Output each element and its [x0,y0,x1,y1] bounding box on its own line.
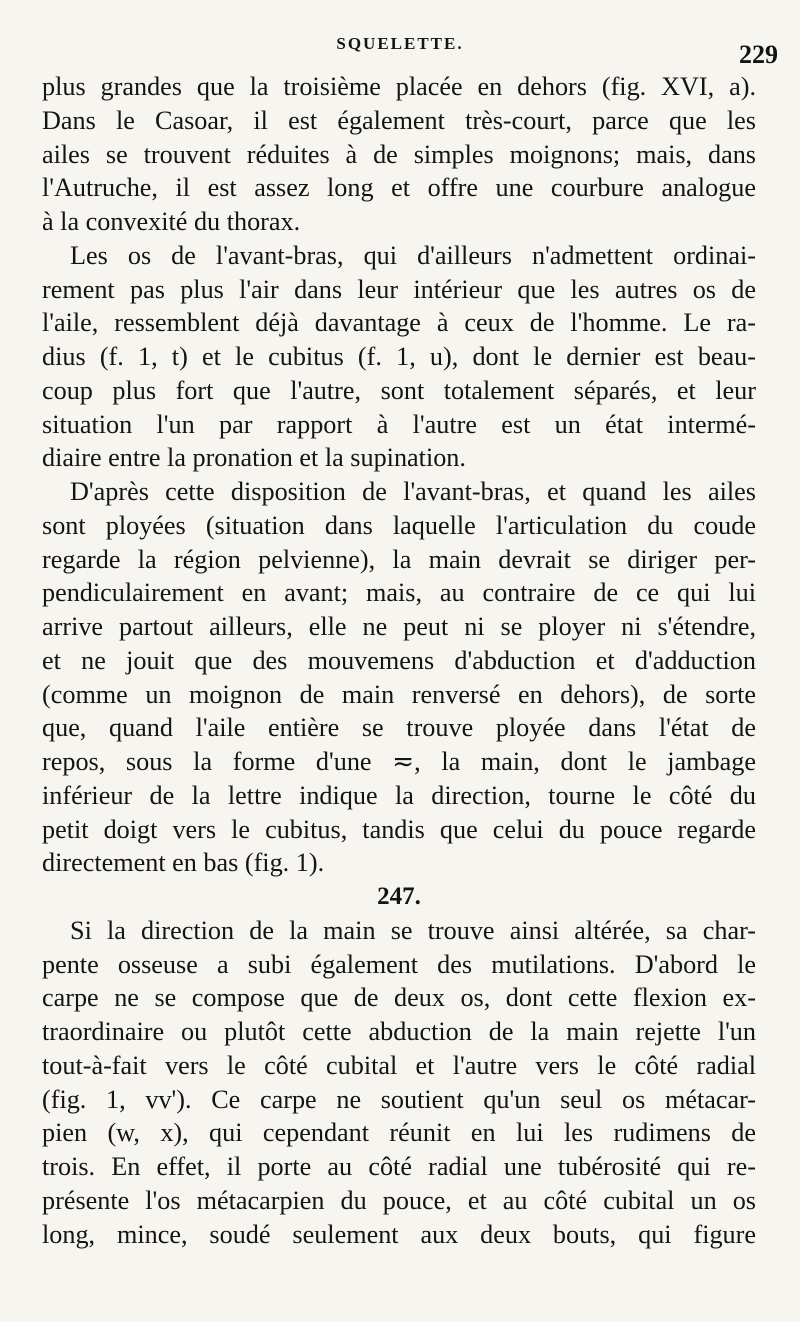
text-line: pien (w, x), qui cependant réunit en lui les rudimens de [42,1118,756,1148]
text-line: Si la direction de la main se trouve ainsi altérée, sa char- [70,915,756,945]
paragraph [42,70,756,239]
text-line: petit doigt vers le cubitus, tandis que celui du pouce regarde [42,814,756,844]
text-line: pente osseuse a subi également des mutilations. D'abord le [42,949,756,979]
text-line: rement pas plus l'air dans leur intérieur que les autres os de [42,274,756,304]
text-line: que, quand l'aile entière se trouve ployée dans l'état de [42,713,756,743]
text-line: dius (f. 1, t) et le cubitus (f. 1, u), dont le dernier est beau- [42,342,756,371]
body-text [42,70,756,1251]
paragraph [42,914,756,1252]
text-line: D'après cette disposition de l'avant-bras, et quand les ailes [70,477,756,506]
text-line: présente l'os métacarpien du pouce, et au côté cubital un os [42,1185,756,1215]
text-line: l'aile, ressemblent déjà davantage à ceux de l'homme. Le ra- [42,308,756,338]
text-line: sont ployées (situation dans laquelle l'articulation du coude [42,510,756,540]
text-line: repos, sous la forme d'une ≂, la main, dont le jambage [42,747,756,776]
text-line: coup plus fort que l'autre, sont totalement séparés, et leur [42,375,756,405]
text-line: trois. En effet, il porte au côté radial une tubérosité qui re- [42,1152,756,1181]
text-line: long, mince, soudé seulement aux deux bouts, qui figure [42,1219,756,1249]
section-number: 247. [377,883,421,910]
text-line: regarde la région pelvienne), la main devrait se diriger per- [42,544,756,574]
text-line: plus grandes que la troisième placée en dehors (fig. XVI, a). [42,72,756,101]
text-line: arrive partout ailleurs, elle ne peut ni se ployer ni s'étendre, [42,612,756,641]
paragraph [42,475,756,880]
text-line: inférieur de la lettre indique la direction, tourne le côté du [42,780,756,810]
text-line: à la convexité du thorax. [42,207,301,236]
text-line: traordinaire ou plutôt cette abduction de la main rejette l'un [42,1017,756,1046]
text-line: tout-à-fait vers le côté cubital et l'autre vers le côté radial [42,1050,756,1080]
text-line: directement en bas (fig. 1). [42,848,325,878]
text-line: pendiculairement en avant; mais, au contraire de ce qui lui [42,578,756,608]
text-line: Dans le Casoar, il est également très-court, parce que les [42,105,756,135]
text-line: ailes se trouvent réduites à de simples moignons; mais, dans [42,139,756,169]
paragraph [42,239,756,475]
running-head: SQUELETTE. [336,34,464,53]
text-line: Les os de l'avant-bras, qui d'ailleurs n'admettent ordinai- [70,240,756,270]
text-line: (fig. 1, vv'). Ce carpe ne soutient qu'un seul os métacar- [42,1084,756,1114]
page-number: 229 [739,40,778,69]
text-line: carpe ne se compose que de deux os, dont cette flexion ex- [42,983,756,1013]
text-line: et ne jouit que des mouvemens d'abduction et d'adduction [42,645,756,675]
text-line: diaire entre la pronation et la supination. [42,443,466,473]
text-line: l'Autruche, il est assez long et offre une courbure analogue [42,173,756,203]
text-line: (comme un moignon de main renversé en dehors), de sorte [42,679,756,709]
text-line: situation l'un par rapport à l'autre est un état intermé- [42,409,756,439]
